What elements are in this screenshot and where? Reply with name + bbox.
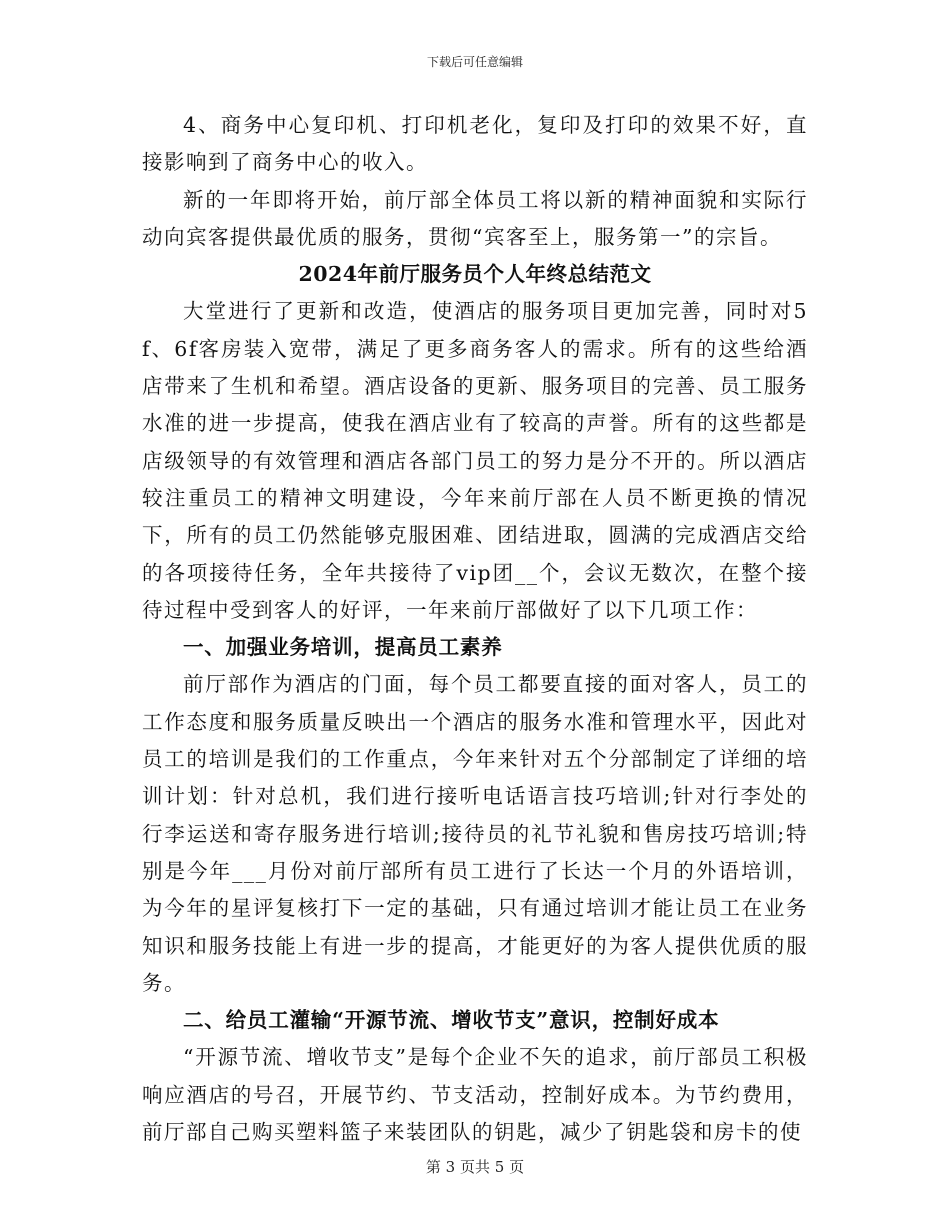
paragraph-cost-control: “开源节流、增收节支”是每个企业不矢的追求，前厅部员工积极响应酒店的号召，开展节约、节支活动，控制好成本。为节约费用，前厅部自己购买塑料篮子来装团队的钥匙，减少了钥匙袋和房卡的使 — [142, 1045, 808, 1145]
paragraph-new-year: 新的一年即将开始，前厅部全体员工将以新的精神面貌和实际行动向宾客提供最优质的服务，贯彻“宾客至上，服务第一”的宗旨。 — [142, 187, 808, 249]
page-footer: 第 3 页共 5 页 — [425, 1158, 525, 1176]
document-body — [142, 107, 808, 1151]
section-heading-training: 一、加强业务培训，提高员工素养 — [183, 635, 503, 660]
page-header: 下载后可任意编辑 — [426, 55, 523, 69]
paragraph-item-4: 4、商务中心复印机、打印机老化，复印及打印的效果不好，直接影响到了商务中心的收入。 — [142, 113, 808, 175]
section-heading-cost-control: 二、给员工灌输“开源节流、增收节支”意识，控制好成本 — [183, 1008, 720, 1033]
document-title: 2024年前厅服务员个人年终总结范文 — [298, 262, 652, 287]
paragraph-intro: 大堂进行了更新和改造，使酒店的服务项目更加完善，同时对5f、6f客房装入宽带，满足了更多商务客人的需求。所有的这些给酒店带来了生机和希望。酒店设备的更新、服务项目的完善、员工服务水准的进一步提高，使我在酒店业有了较高的声誉。所有的这些都是店级领导的有效管理和酒店各部门员工的努力是分不开的。所以酒店较注重员工的精神文明建设，今年来前厅部在人员不断更换的情况下，所有的员工仍然能够克服困难、团结进取，圆满的完成酒店交给的各项接待任务，全年共接待了vip团__个，会议无数次，在整个接待过程中受到客人的好评，一年来前厅部做好了以下几项工作： — [142, 299, 808, 622]
paragraph-training: 前厅部作为酒店的门面，每个员工都要直接的面对客人，员工的工作态度和服务质量反映出一个酒店的服务水准和管理水平，因此对员工的培训是我们的工作重点，今年来针对五个分部制定了详细的培训计划：针对总机，我们进行接听电话语言技巧培训;针对行李处的行李运送和寄存服务进行培训;接待员的礼节礼貌和售房技巧培训;特别是今年___月份对前厅部所有员工进行了长达一个月的外语培训，为今年的星评复核打下一定的基础，只有通过培训才能让员工在业务知识和服务技能上有进一步的提高，才能更好的为客人提供优质的服务。 — [142, 672, 808, 995]
